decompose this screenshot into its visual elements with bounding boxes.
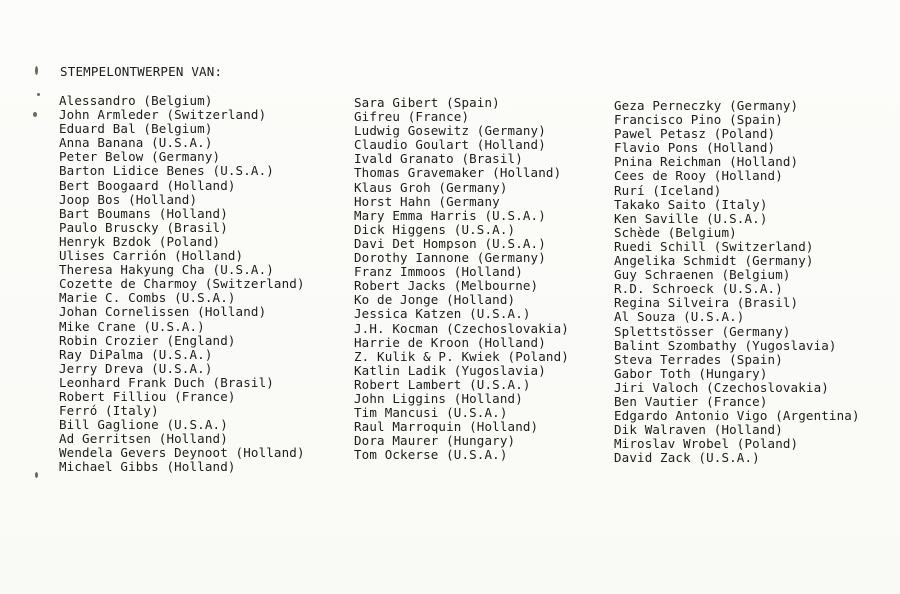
list-item: Dora Maurer (Hungary) — [354, 433, 516, 449]
list-item: Dorothy Iannone (Germany) — [354, 250, 546, 266]
list-item: Mary Emma Harris (U.S.A.) — [354, 207, 546, 223]
list-item: Schède (Belgium) — [614, 224, 737, 240]
list-item: David Zack (U.S.A.) — [614, 450, 760, 466]
list-item: John Liggins (Holland) — [354, 390, 523, 406]
list-item: Raul Marroquin (Holland) — [354, 419, 539, 435]
list-item: Pnina Reichman (Holland) — [614, 154, 799, 170]
list-item: Harrie de Kroon (Holland) — [354, 334, 546, 350]
list-item: Anna Banana (U.S.A.) — [59, 135, 213, 151]
list-item: Robert Filliou (France) — [59, 388, 236, 404]
list-item: Al Souza (U.S.A.) — [614, 309, 745, 325]
list-item: John Armleder (Switzerland) — [59, 107, 267, 123]
name-column-3 — [614, 99, 860, 465]
list-item: Gifreu (France) — [354, 109, 470, 125]
list-item: Ferró (Italy) — [59, 403, 159, 419]
list-item: Splettstösser (Germany) — [614, 323, 791, 339]
list-item: Jiri Valoch (Czechoslovakia) — [614, 379, 829, 395]
list-item: Robert Jacks (Melbourne) — [354, 278, 539, 294]
list-item: R.D. Schroeck (U.S.A.) — [614, 281, 783, 297]
list-item: Angelika Schmidt (Germany) — [614, 253, 814, 269]
list-item: Jerry Dreva (U.S.A.) — [59, 360, 213, 376]
list-item: Flavio Pons (Holland) — [614, 140, 776, 156]
list-item: Eduard Bal (Belgium) — [59, 121, 213, 137]
list-item: Bert Boogaard (Holland) — [59, 177, 236, 193]
list-item: Tom Ockerse (U.S.A.) — [354, 447, 508, 463]
margin-mark — [37, 93, 40, 96]
list-item: Robin Crozier (England) — [59, 332, 236, 348]
list-item: Geza Perneczky (Germany) — [614, 98, 799, 113]
list-item: Ulises Carrión (Holland) — [59, 248, 244, 264]
list-item: Thomas Gravemaker (Holland) — [354, 165, 562, 181]
list-item: Ray DiPalma (U.S.A.) — [59, 346, 213, 362]
list-item: Klaus Groh (Germany) — [354, 179, 508, 195]
list-heading: STEMPELONTWERPEN VAN: — [60, 64, 223, 79]
list-item: Tim Mancusi (U.S.A.) — [354, 405, 508, 421]
list-item: Gabor Toth (Hungary) — [614, 365, 768, 381]
list-item: Rurí (Iceland) — [614, 182, 722, 198]
list-item: Ben Vautier (France) — [614, 393, 768, 409]
list-item: Dik Walraven (Holland) — [614, 422, 783, 438]
list-item: Joop Bos (Holland) — [59, 191, 198, 207]
list-item: Wendela Gevers Deynoot (Holland) — [59, 445, 305, 461]
list-item: J.H. Kocman (Czechoslovakia) — [354, 320, 569, 336]
list-item: Barton Lidice Benes (U.S.A.) — [59, 163, 274, 179]
list-item: Ivald Granato (Brasil) — [354, 151, 523, 167]
margin-mark — [35, 472, 38, 478]
list-item: Claudio Goulart (Holland) — [354, 137, 546, 153]
list-item: Leonhard Frank Duch (Brasil) — [59, 374, 274, 390]
list-item: Peter Below (Germany) — [59, 149, 221, 165]
list-item: Takako Saito (Italy) — [614, 196, 768, 212]
list-item: Ruedi Schill (Switzerland) — [614, 238, 814, 254]
list-item: Mike Crane (U.S.A.) — [59, 318, 205, 334]
list-item: Alessandro (Belgium) — [59, 93, 213, 108]
list-item: Henryk Bzdok (Poland) — [59, 233, 221, 249]
name-column-1 — [59, 94, 305, 475]
list-item: Cozette de Charmoy (Switzerland) — [59, 276, 305, 292]
list-item: Theresa Hakyung Cha (U.S.A.) — [59, 262, 274, 278]
list-item: Johan Cornelissen (Holland) — [59, 304, 267, 320]
list-item: Paulo Bruscky (Brasil) — [59, 219, 228, 235]
list-item: Ad Gerritsen (Holland) — [59, 431, 228, 447]
list-item: Bart Boumans (Holland) — [59, 205, 228, 221]
list-item: Steva Terrades (Spain) — [614, 351, 783, 367]
list-item: Regina Silveira (Brasil) — [614, 295, 799, 311]
list-item: Sara Gibert (Spain) — [354, 95, 500, 110]
list-item: Francisco Pino (Spain) — [614, 112, 783, 128]
list-item: Horst Hahn (Germany — [354, 193, 500, 209]
list-item: Miroslav Wrobel (Poland) — [614, 436, 799, 452]
list-item: Katlin Ladik (Yugoslavia) — [354, 362, 546, 378]
list-item: Jessica Katzen (U.S.A.) — [354, 306, 531, 322]
list-item: Cees de Rooy (Holland) — [614, 168, 783, 184]
list-item: Ludwig Gosewitz (Germany) — [354, 123, 546, 139]
list-item: Marie C. Combs (U.S.A.) — [59, 290, 236, 306]
list-item: Pawel Petasz (Poland) — [614, 126, 776, 142]
list-item: Dick Higgens (U.S.A.) — [354, 221, 516, 237]
list-item: Davi Det Hompson (U.S.A.) — [354, 235, 546, 251]
list-item: Franz Immoos (Holland) — [354, 264, 523, 280]
list-item: Z. Kulik & P. Kwiek (Poland) — [354, 348, 569, 364]
list-item: Edgardo Antonio Vigo (Argentina) — [614, 408, 860, 424]
margin-mark — [33, 112, 37, 117]
list-item: Guy Schraenen (Belgium) — [614, 267, 791, 283]
name-column-2 — [354, 96, 569, 462]
list-item: Ken Saville (U.S.A.) — [614, 210, 768, 226]
list-item: Robert Lambert (U.S.A.) — [354, 376, 531, 392]
list-item: Balint Szombathy (Yugoslavia) — [614, 337, 837, 353]
list-item: Michael Gibbs (Holland) — [59, 459, 236, 475]
list-item: Ko de Jonge (Holland) — [354, 292, 516, 308]
margin-mark — [35, 66, 38, 75]
list-item: Bill Gaglione (U.S.A.) — [59, 417, 228, 433]
